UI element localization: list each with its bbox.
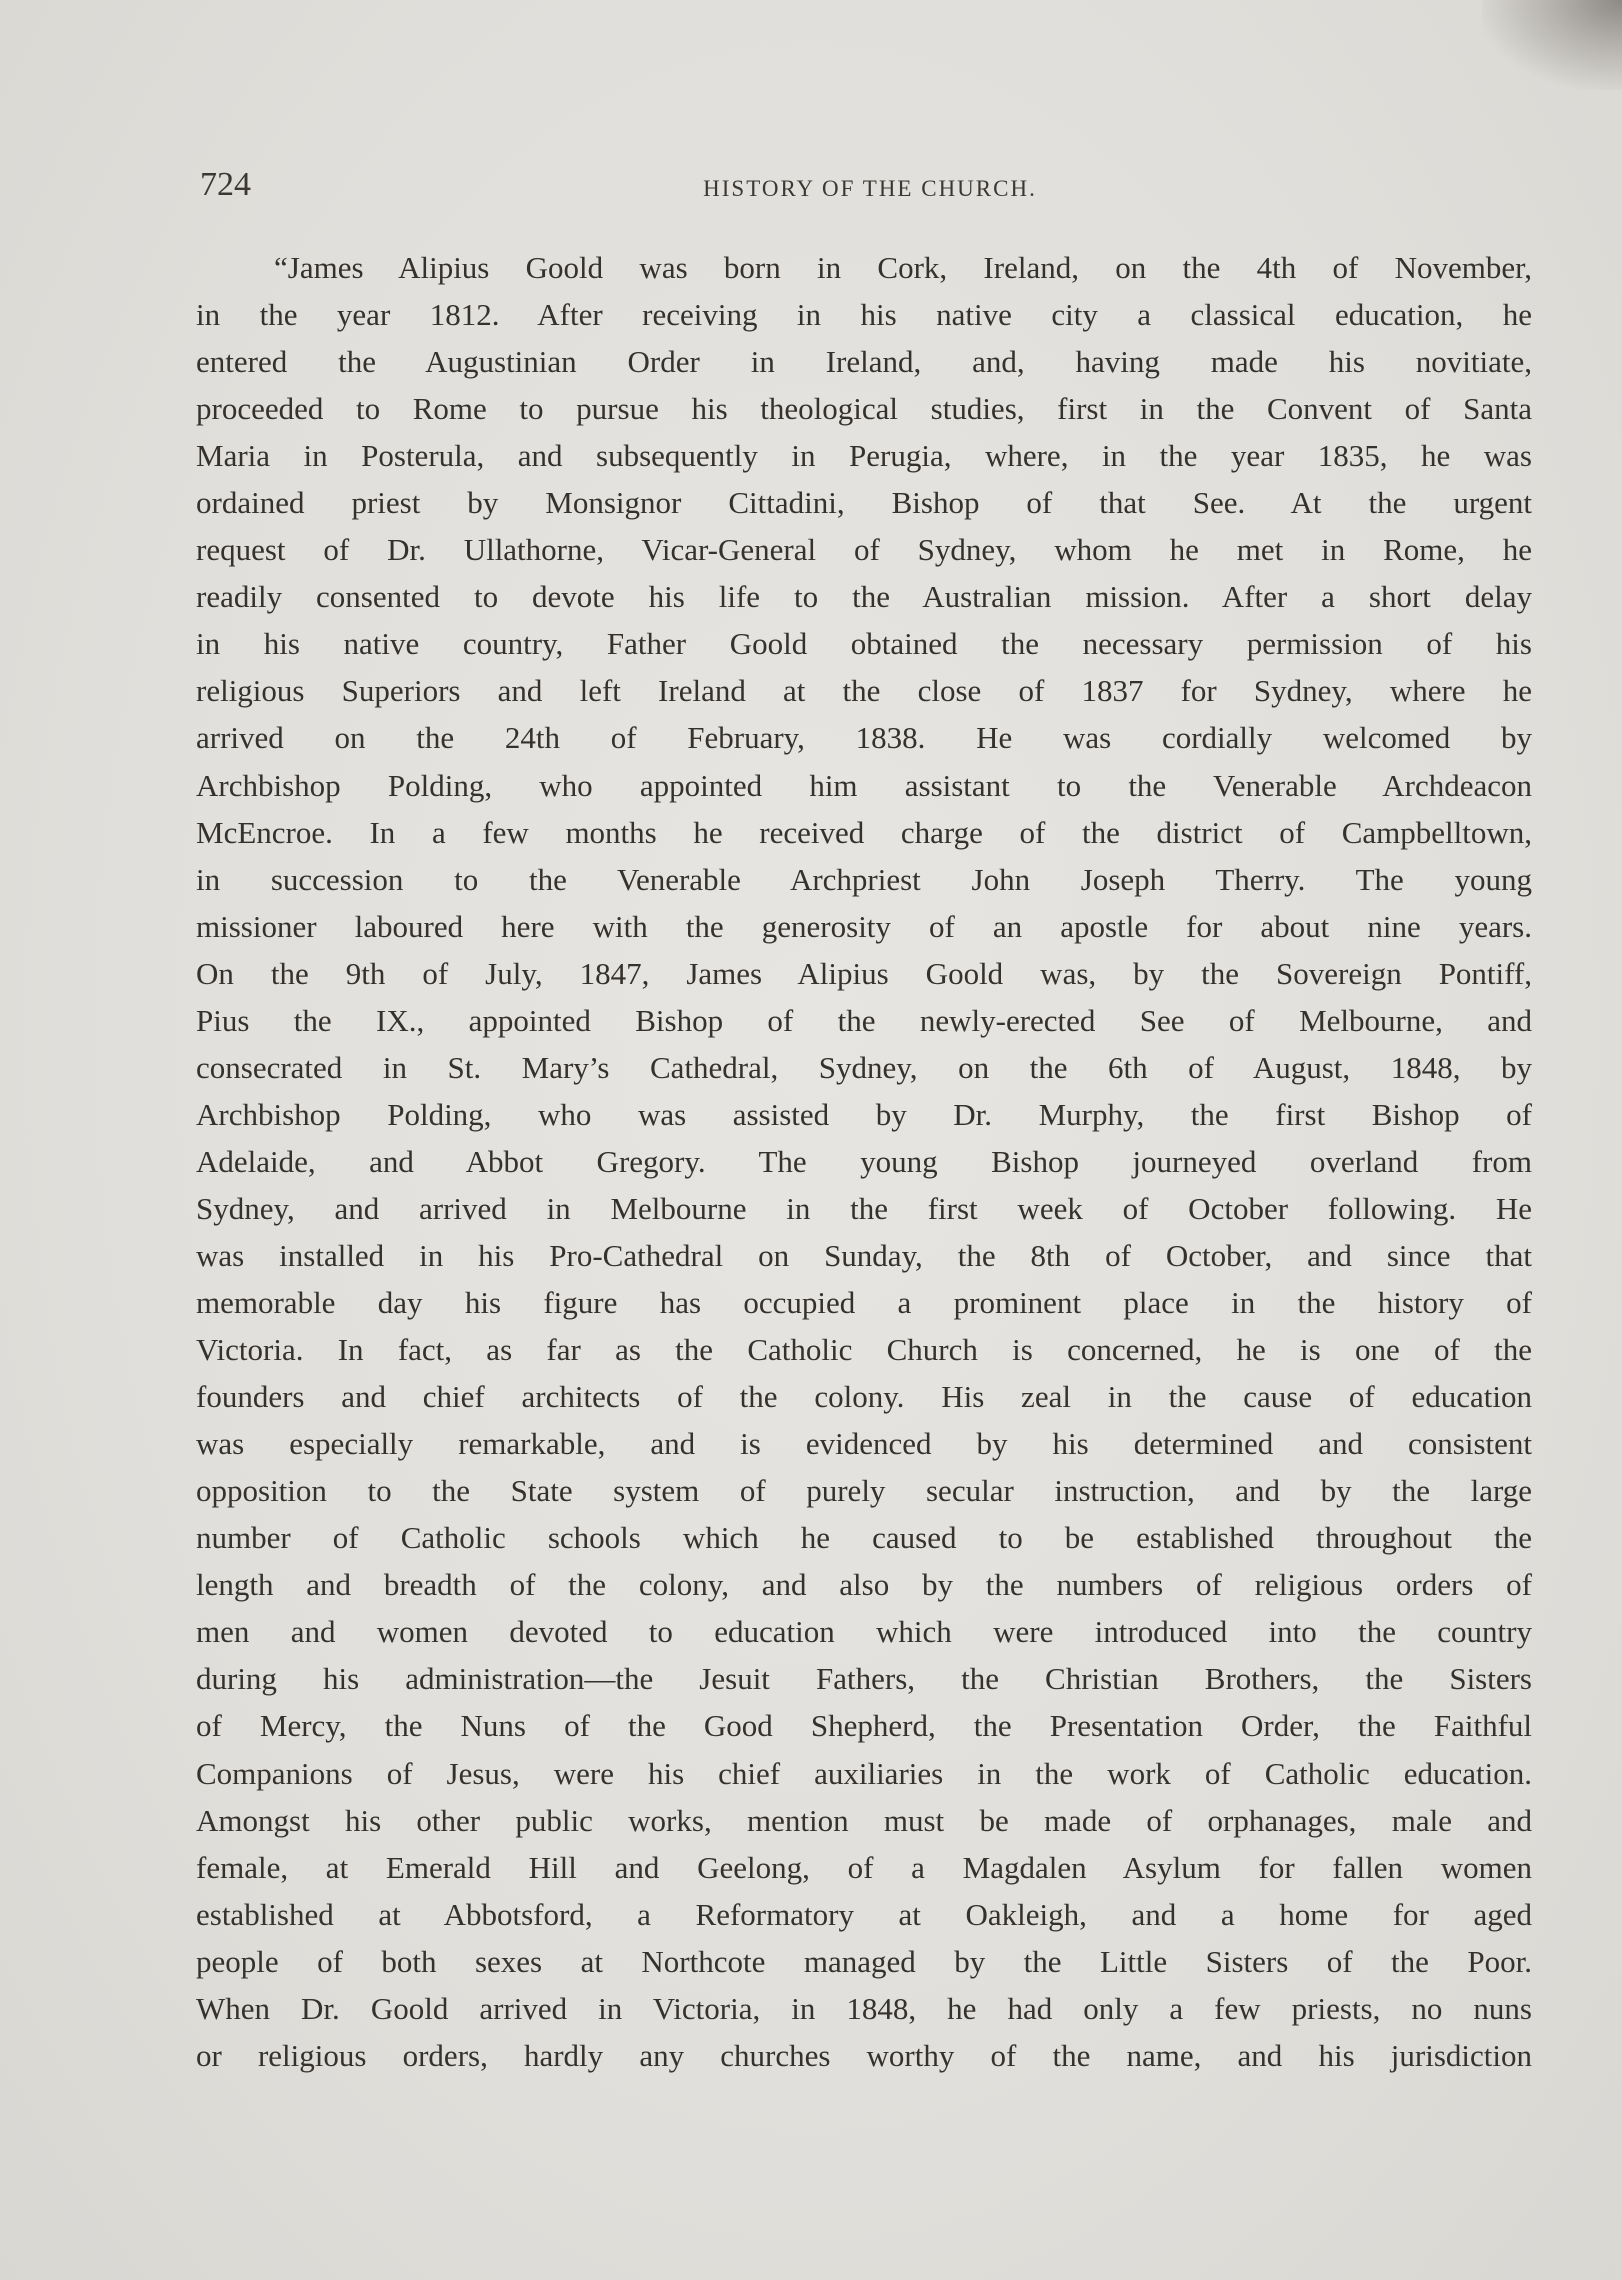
- text-line: memorable day his figure has occupied a prominent place in the history of: [196, 1285, 1532, 1321]
- page-corner-shadow: [1482, 0, 1622, 90]
- text-line: Pius the IX., appointed Bishop of the newly-erected See of Melbourne, and: [196, 1002, 1532, 1038]
- text-line: request of Dr. Ullathorne, Vicar-General of Sydney, whom he met in Rome, he: [196, 532, 1532, 568]
- text-line: Archbishop Polding, who was assisted by Dr. Murphy, the first Bishop of: [196, 1096, 1532, 1132]
- text-line: was installed in his Pro-Cathedral on Sunday, the 8th of October, and since that: [196, 1237, 1532, 1273]
- text-line: arrived on the 24th of February, 1838. He was cordially welcomed by: [196, 720, 1532, 756]
- text-line: consecrated in St. Mary’s Cathedral, Sydney, on the 6th of August, 1848, by: [196, 1049, 1532, 1085]
- text-line: people of both sexes at Northcote managed by the Little Sisters of the Poor.: [196, 1943, 1532, 1979]
- text-line: men and women devoted to education which were introduced into the country: [196, 1614, 1532, 1650]
- text-line: length and breadth of the colony, and also by the numbers of religious orders of: [196, 1567, 1532, 1603]
- text-line: When Dr. Goold arrived in Victoria, in 1848, he had only a few priests, no nuns: [196, 1990, 1532, 2026]
- text-line: number of Catholic schools which he caused to be established throughout the: [196, 1520, 1532, 1556]
- text-line: established at Abbotsford, a Reformatory at Oakleigh, and a home for aged: [196, 1896, 1532, 1932]
- text-line: Adelaide, and Abbot Gregory. The young Bishop journeyed overland from: [196, 1143, 1532, 1179]
- page-header: [200, 160, 1540, 210]
- text-line: or religious orders, hardly any churches worthy of the name, and his jurisdiction: [196, 2037, 1532, 2073]
- text-line: Victoria. In fact, as far as the Catholic Church is concerned, he is one of the: [196, 1332, 1532, 1368]
- text-line: in the year 1812. After receiving in his native city a classical education, he: [196, 297, 1532, 333]
- text-line: was especially remarkable, and is evidenced by his determined and consistent: [196, 1426, 1532, 1462]
- text-line: entered the Augustinian Order in Ireland, and, having made his novitiate,: [196, 344, 1532, 380]
- text-line: missioner laboured here with the generosity of an apostle for about nine years.: [196, 908, 1532, 944]
- text-line: McEncroe. In a few months he received charge of the district of Campbelltown,: [196, 814, 1532, 850]
- text-line: opposition to the State system of purely secular instruction, and by the large: [196, 1473, 1532, 1509]
- text-line: Archbishop Polding, who appointed him assistant to the Venerable Archdeacon: [196, 767, 1532, 803]
- text-line: religious Superiors and left Ireland at the close of 1837 for Sydney, where he: [196, 673, 1532, 709]
- text-line: readily consented to devote his life to the Australian mission. After a short delay: [196, 579, 1532, 615]
- text-line: Companions of Jesus, were his chief auxiliaries in the work of Catholic education.: [196, 1755, 1532, 1791]
- text-line: Amongst his other public works, mention must be made of orphanages, male and: [196, 1802, 1532, 1838]
- text-line: Sydney, and arrived in Melbourne in the first week of October following. He: [196, 1190, 1532, 1226]
- text-line: during his administration—the Jesuit Fathers, the Christian Brothers, the Sisters: [196, 1661, 1532, 1697]
- text-line: ordained priest by Monsignor Cittadini, Bishop of that See. At the urgent: [196, 485, 1532, 521]
- text-line: of Mercy, the Nuns of the Good Shepherd, the Presentation Order, the Faithful: [196, 1708, 1532, 1744]
- body-paragraph: [196, 244, 1532, 2079]
- text-line: Maria in Posterula, and subsequently in Perugia, where, in the year 1835, he was: [196, 438, 1532, 474]
- text-line: On the 9th of July, 1847, James Alipius Goold was, by the Sovereign Pontiff,: [196, 955, 1532, 991]
- text-line: female, at Emerald Hill and Geelong, of a Magdalen Asylum for fallen women: [196, 1849, 1532, 1885]
- text-line: founders and chief architects of the colony. His zeal in the cause of education: [196, 1379, 1532, 1415]
- running-head: HISTORY OF THE CHURCH.: [703, 176, 1037, 201]
- page-number: 724: [200, 166, 251, 203]
- text-line: in succession to the Venerable Archpriest John Joseph Therry. The young: [196, 861, 1532, 897]
- text-line: proceeded to Rome to pursue his theological studies, first in the Convent of Santa: [196, 391, 1532, 427]
- text-line: in his native country, Father Goold obtained the necessary permission of his: [196, 626, 1532, 662]
- text-line: “James Alipius Goold was born in Cork, Ireland, on the 4th of November,: [274, 250, 1532, 285]
